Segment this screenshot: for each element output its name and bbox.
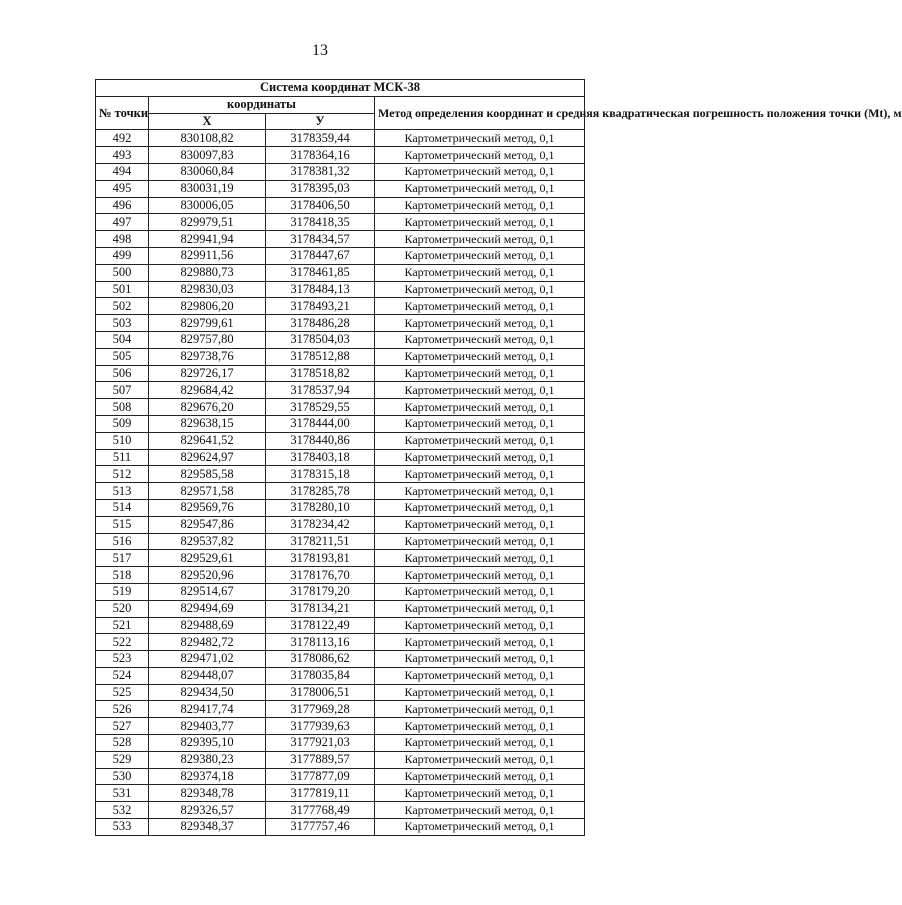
method-cell: Картометрический метод, 0,1 <box>375 466 585 483</box>
method-cell: Картометрический метод, 0,1 <box>375 214 585 231</box>
table-row <box>96 466 585 483</box>
point-number-cell: 510 <box>96 432 149 449</box>
table-row <box>96 180 585 197</box>
point-number-cell: 515 <box>96 516 149 533</box>
table-row <box>96 516 585 533</box>
y-coordinate-cell: 3178447,67 <box>266 247 375 264</box>
table-row <box>96 533 585 550</box>
x-coordinate-cell: 829726,17 <box>149 365 266 382</box>
point-number-cell: 512 <box>96 466 149 483</box>
x-coordinate-cell: 829374,18 <box>149 768 266 785</box>
method-cell: Картометрический метод, 0,1 <box>375 600 585 617</box>
x-coordinate-cell: 829348,78 <box>149 785 266 802</box>
point-number-cell: 519 <box>96 583 149 600</box>
y-coordinate-cell: 3178461,85 <box>266 264 375 281</box>
page-number: 13 <box>312 42 328 59</box>
x-coordinate-cell: 829641,52 <box>149 432 266 449</box>
method-cell: Картометрический метод, 0,1 <box>375 331 585 348</box>
point-number-cell: 518 <box>96 567 149 584</box>
x-coordinate-cell: 829806,20 <box>149 298 266 315</box>
y-coordinate-cell: 3178193,81 <box>266 550 375 567</box>
table-row <box>96 600 585 617</box>
method-cell: Картометрический метод, 0,1 <box>375 315 585 332</box>
method-cell: Картометрический метод, 0,1 <box>375 483 585 500</box>
table-row <box>96 365 585 382</box>
method-cell: Картометрический метод, 0,1 <box>375 634 585 651</box>
method-cell: Картометрический метод, 0,1 <box>375 768 585 785</box>
x-coordinate-cell: 829624,97 <box>149 449 266 466</box>
table-row <box>96 147 585 164</box>
table-row <box>96 197 585 214</box>
method-cell: Картометрический метод, 0,1 <box>375 399 585 416</box>
point-number-cell: 525 <box>96 684 149 701</box>
y-coordinate-cell: 3178113,16 <box>266 634 375 651</box>
table-row <box>96 449 585 466</box>
y-coordinate-cell: 3178504,03 <box>266 331 375 348</box>
point-number-cell: 496 <box>96 197 149 214</box>
header-coordinates: координаты <box>149 96 375 113</box>
method-cell: Картометрический метод, 0,1 <box>375 180 585 197</box>
y-coordinate-cell: 3178484,13 <box>266 281 375 298</box>
table-row <box>96 819 585 836</box>
coordinates-table <box>95 79 902 836</box>
point-number-cell: 508 <box>96 399 149 416</box>
x-coordinate-cell: 829676,20 <box>149 399 266 416</box>
x-coordinate-cell: 829585,58 <box>149 466 266 483</box>
y-coordinate-cell: 3178537,94 <box>266 382 375 399</box>
x-coordinate-cell: 829684,42 <box>149 382 266 399</box>
method-cell: Картометрический метод, 0,1 <box>375 684 585 701</box>
method-cell: Картометрический метод, 0,1 <box>375 247 585 264</box>
y-coordinate-cell: 3178086,62 <box>266 651 375 668</box>
y-coordinate-cell: 3178359,44 <box>266 130 375 147</box>
point-number-cell: 497 <box>96 214 149 231</box>
header-x: Х <box>149 113 266 130</box>
x-coordinate-cell: 829380,23 <box>149 751 266 768</box>
method-cell: Картометрический метод, 0,1 <box>375 163 585 180</box>
y-coordinate-cell: 3178444,00 <box>266 415 375 432</box>
x-coordinate-cell: 829638,15 <box>149 415 266 432</box>
point-number-cell: 530 <box>96 768 149 785</box>
point-number-cell: 492 <box>96 130 149 147</box>
point-number-cell: 507 <box>96 382 149 399</box>
table-row <box>96 298 585 315</box>
point-number-cell: 505 <box>96 348 149 365</box>
x-coordinate-cell: 829471,02 <box>149 651 266 668</box>
table-row <box>96 634 585 651</box>
y-coordinate-cell: 3178280,10 <box>266 499 375 516</box>
method-cell: Картометрический метод, 0,1 <box>375 667 585 684</box>
coordinate-system-title: Система координат МСК-38 <box>96 80 585 97</box>
method-cell: Картометрический метод, 0,1 <box>375 533 585 550</box>
point-number-cell: 498 <box>96 231 149 248</box>
point-number-cell: 529 <box>96 751 149 768</box>
header-point-number: № точки <box>96 96 149 130</box>
y-coordinate-cell: 3178403,18 <box>266 449 375 466</box>
method-cell: Картометрический метод, 0,1 <box>375 516 585 533</box>
point-number-cell: 517 <box>96 550 149 567</box>
x-coordinate-cell: 830060,84 <box>149 163 266 180</box>
table-row <box>96 617 585 634</box>
y-coordinate-cell: 3178315,18 <box>266 466 375 483</box>
table-row <box>96 130 585 147</box>
method-cell: Картометрический метод, 0,1 <box>375 499 585 516</box>
table-row <box>96 214 585 231</box>
table-header <box>96 80 902 130</box>
point-number-cell: 528 <box>96 735 149 752</box>
x-coordinate-cell: 829434,50 <box>149 684 266 701</box>
method-cell: Картометрический метод, 0,1 <box>375 701 585 718</box>
y-coordinate-cell: 3178529,55 <box>266 399 375 416</box>
table-row <box>96 315 585 332</box>
x-coordinate-cell: 830031,19 <box>149 180 266 197</box>
method-cell: Картометрический метод, 0,1 <box>375 231 585 248</box>
y-coordinate-cell: 3178364,16 <box>266 147 375 164</box>
y-coordinate-cell: 3178440,86 <box>266 432 375 449</box>
table-row <box>96 550 585 567</box>
table-body <box>96 130 585 835</box>
method-cell: Картометрический метод, 0,1 <box>375 583 585 600</box>
table-row <box>96 231 585 248</box>
point-number-cell: 527 <box>96 718 149 735</box>
method-cell: Картометрический метод, 0,1 <box>375 567 585 584</box>
table-row <box>96 163 585 180</box>
x-coordinate-cell: 829520,96 <box>149 567 266 584</box>
x-coordinate-cell: 829569,76 <box>149 499 266 516</box>
point-number-cell: 514 <box>96 499 149 516</box>
point-number-cell: 493 <box>96 147 149 164</box>
table-row <box>96 567 585 584</box>
point-number-cell: 506 <box>96 365 149 382</box>
method-cell: Картометрический метод, 0,1 <box>375 348 585 365</box>
method-cell: Картометрический метод, 0,1 <box>375 550 585 567</box>
method-cell: Картометрический метод, 0,1 <box>375 197 585 214</box>
y-coordinate-cell: 3178134,21 <box>266 600 375 617</box>
point-number-cell: 526 <box>96 701 149 718</box>
y-coordinate-cell: 3177921,03 <box>266 735 375 752</box>
y-coordinate-cell: 3178234,42 <box>266 516 375 533</box>
point-number-cell: 503 <box>96 315 149 332</box>
method-cell: Картометрический метод, 0,1 <box>375 718 585 735</box>
method-cell: Картометрический метод, 0,1 <box>375 651 585 668</box>
header-y: У <box>266 113 375 130</box>
table-row <box>96 751 585 768</box>
x-coordinate-cell: 829571,58 <box>149 483 266 500</box>
x-coordinate-cell: 829448,07 <box>149 667 266 684</box>
x-coordinate-cell: 830006,05 <box>149 197 266 214</box>
y-coordinate-cell: 3177889,57 <box>266 751 375 768</box>
point-number-cell: 504 <box>96 331 149 348</box>
point-number-cell: 500 <box>96 264 149 281</box>
x-coordinate-cell: 829348,37 <box>149 819 266 836</box>
y-coordinate-cell: 3178381,32 <box>266 163 375 180</box>
y-coordinate-cell: 3177768,49 <box>266 802 375 819</box>
table-row <box>96 802 585 819</box>
x-coordinate-cell: 829529,61 <box>149 550 266 567</box>
x-coordinate-cell: 829403,77 <box>149 718 266 735</box>
point-number-cell: 501 <box>96 281 149 298</box>
table-row <box>96 651 585 668</box>
point-number-cell: 523 <box>96 651 149 668</box>
y-coordinate-cell: 3178512,88 <box>266 348 375 365</box>
table-row <box>96 735 585 752</box>
table-row <box>96 331 585 348</box>
y-coordinate-cell: 3177819,11 <box>266 785 375 802</box>
method-cell: Картометрический метод, 0,1 <box>375 281 585 298</box>
y-coordinate-cell: 3178176,70 <box>266 567 375 584</box>
table-row <box>96 499 585 516</box>
method-cell: Картометрический метод, 0,1 <box>375 415 585 432</box>
y-coordinate-cell: 3178179,20 <box>266 583 375 600</box>
x-coordinate-cell: 830097,83 <box>149 147 266 164</box>
table-row <box>96 399 585 416</box>
x-coordinate-cell: 829537,82 <box>149 533 266 550</box>
table-row <box>96 247 585 264</box>
y-coordinate-cell: 3178406,50 <box>266 197 375 214</box>
table-row <box>96 768 585 785</box>
method-cell: Картометрический метод, 0,1 <box>375 785 585 802</box>
point-number-cell: 516 <box>96 533 149 550</box>
method-cell: Картометрический метод, 0,1 <box>375 382 585 399</box>
table-row <box>96 667 585 684</box>
x-coordinate-cell: 830108,82 <box>149 130 266 147</box>
table-row <box>96 348 585 365</box>
y-coordinate-cell: 3178211,51 <box>266 533 375 550</box>
x-coordinate-cell: 829547,86 <box>149 516 266 533</box>
method-cell: Картометрический метод, 0,1 <box>375 147 585 164</box>
y-coordinate-cell: 3178285,78 <box>266 483 375 500</box>
method-cell: Картометрический метод, 0,1 <box>375 365 585 382</box>
x-coordinate-cell: 829514,67 <box>149 583 266 600</box>
table-row <box>96 264 585 281</box>
method-cell: Картометрический метод, 0,1 <box>375 735 585 752</box>
x-coordinate-cell: 829880,73 <box>149 264 266 281</box>
x-coordinate-cell: 829395,10 <box>149 735 266 752</box>
point-number-cell: 502 <box>96 298 149 315</box>
y-coordinate-cell: 3178035,84 <box>266 667 375 684</box>
x-coordinate-cell: 829979,51 <box>149 214 266 231</box>
point-number-cell: 520 <box>96 600 149 617</box>
point-number-cell: 531 <box>96 785 149 802</box>
table-row <box>96 583 585 600</box>
y-coordinate-cell: 3177939,63 <box>266 718 375 735</box>
method-cell: Картометрический метод, 0,1 <box>375 298 585 315</box>
point-number-cell: 522 <box>96 634 149 651</box>
point-number-cell: 533 <box>96 819 149 836</box>
x-coordinate-cell: 829830,03 <box>149 281 266 298</box>
x-coordinate-cell: 829494,69 <box>149 600 266 617</box>
table-row <box>96 281 585 298</box>
x-coordinate-cell: 829941,94 <box>149 231 266 248</box>
y-coordinate-cell: 3178493,21 <box>266 298 375 315</box>
method-cell: Картометрический метод, 0,1 <box>375 751 585 768</box>
y-coordinate-cell: 3178434,57 <box>266 231 375 248</box>
table-row <box>96 483 585 500</box>
method-cell: Картометрический метод, 0,1 <box>375 449 585 466</box>
table-row <box>96 432 585 449</box>
point-number-cell: 513 <box>96 483 149 500</box>
point-number-cell: 524 <box>96 667 149 684</box>
point-number-cell: 495 <box>96 180 149 197</box>
header-method: Метод определения координат и средняя квадратическая погрешность положения точки (Mt), м <box>375 96 585 130</box>
point-number-cell: 499 <box>96 247 149 264</box>
y-coordinate-cell: 3177969,28 <box>266 701 375 718</box>
table-row <box>96 684 585 701</box>
method-cell: Картометрический метод, 0,1 <box>375 264 585 281</box>
y-coordinate-cell: 3178006,51 <box>266 684 375 701</box>
point-number-cell: 509 <box>96 415 149 432</box>
point-number-cell: 494 <box>96 163 149 180</box>
method-cell: Картометрический метод, 0,1 <box>375 819 585 836</box>
y-coordinate-cell: 3178122,49 <box>266 617 375 634</box>
method-cell: Картометрический метод, 0,1 <box>375 617 585 634</box>
method-cell: Картометрический метод, 0,1 <box>375 130 585 147</box>
table-row <box>96 718 585 735</box>
method-cell: Картометрический метод, 0,1 <box>375 802 585 819</box>
x-coordinate-cell: 829799,61 <box>149 315 266 332</box>
table-row <box>96 415 585 432</box>
point-number-cell: 511 <box>96 449 149 466</box>
y-coordinate-cell: 3177877,09 <box>266 768 375 785</box>
x-coordinate-cell: 829738,76 <box>149 348 266 365</box>
point-number-cell: 532 <box>96 802 149 819</box>
y-coordinate-cell: 3177757,46 <box>266 819 375 836</box>
y-coordinate-cell: 3178395,03 <box>266 180 375 197</box>
x-coordinate-cell: 829488,69 <box>149 617 266 634</box>
x-coordinate-cell: 829417,74 <box>149 701 266 718</box>
y-coordinate-cell: 3178518,82 <box>266 365 375 382</box>
table-row <box>96 785 585 802</box>
method-cell: Картометрический метод, 0,1 <box>375 432 585 449</box>
x-coordinate-cell: 829757,80 <box>149 331 266 348</box>
x-coordinate-cell: 829911,56 <box>149 247 266 264</box>
table-row <box>96 382 585 399</box>
y-coordinate-cell: 3178486,28 <box>266 315 375 332</box>
x-coordinate-cell: 829482,72 <box>149 634 266 651</box>
table-row <box>96 701 585 718</box>
y-coordinate-cell: 3178418,35 <box>266 214 375 231</box>
point-number-cell: 521 <box>96 617 149 634</box>
x-coordinate-cell: 829326,57 <box>149 802 266 819</box>
